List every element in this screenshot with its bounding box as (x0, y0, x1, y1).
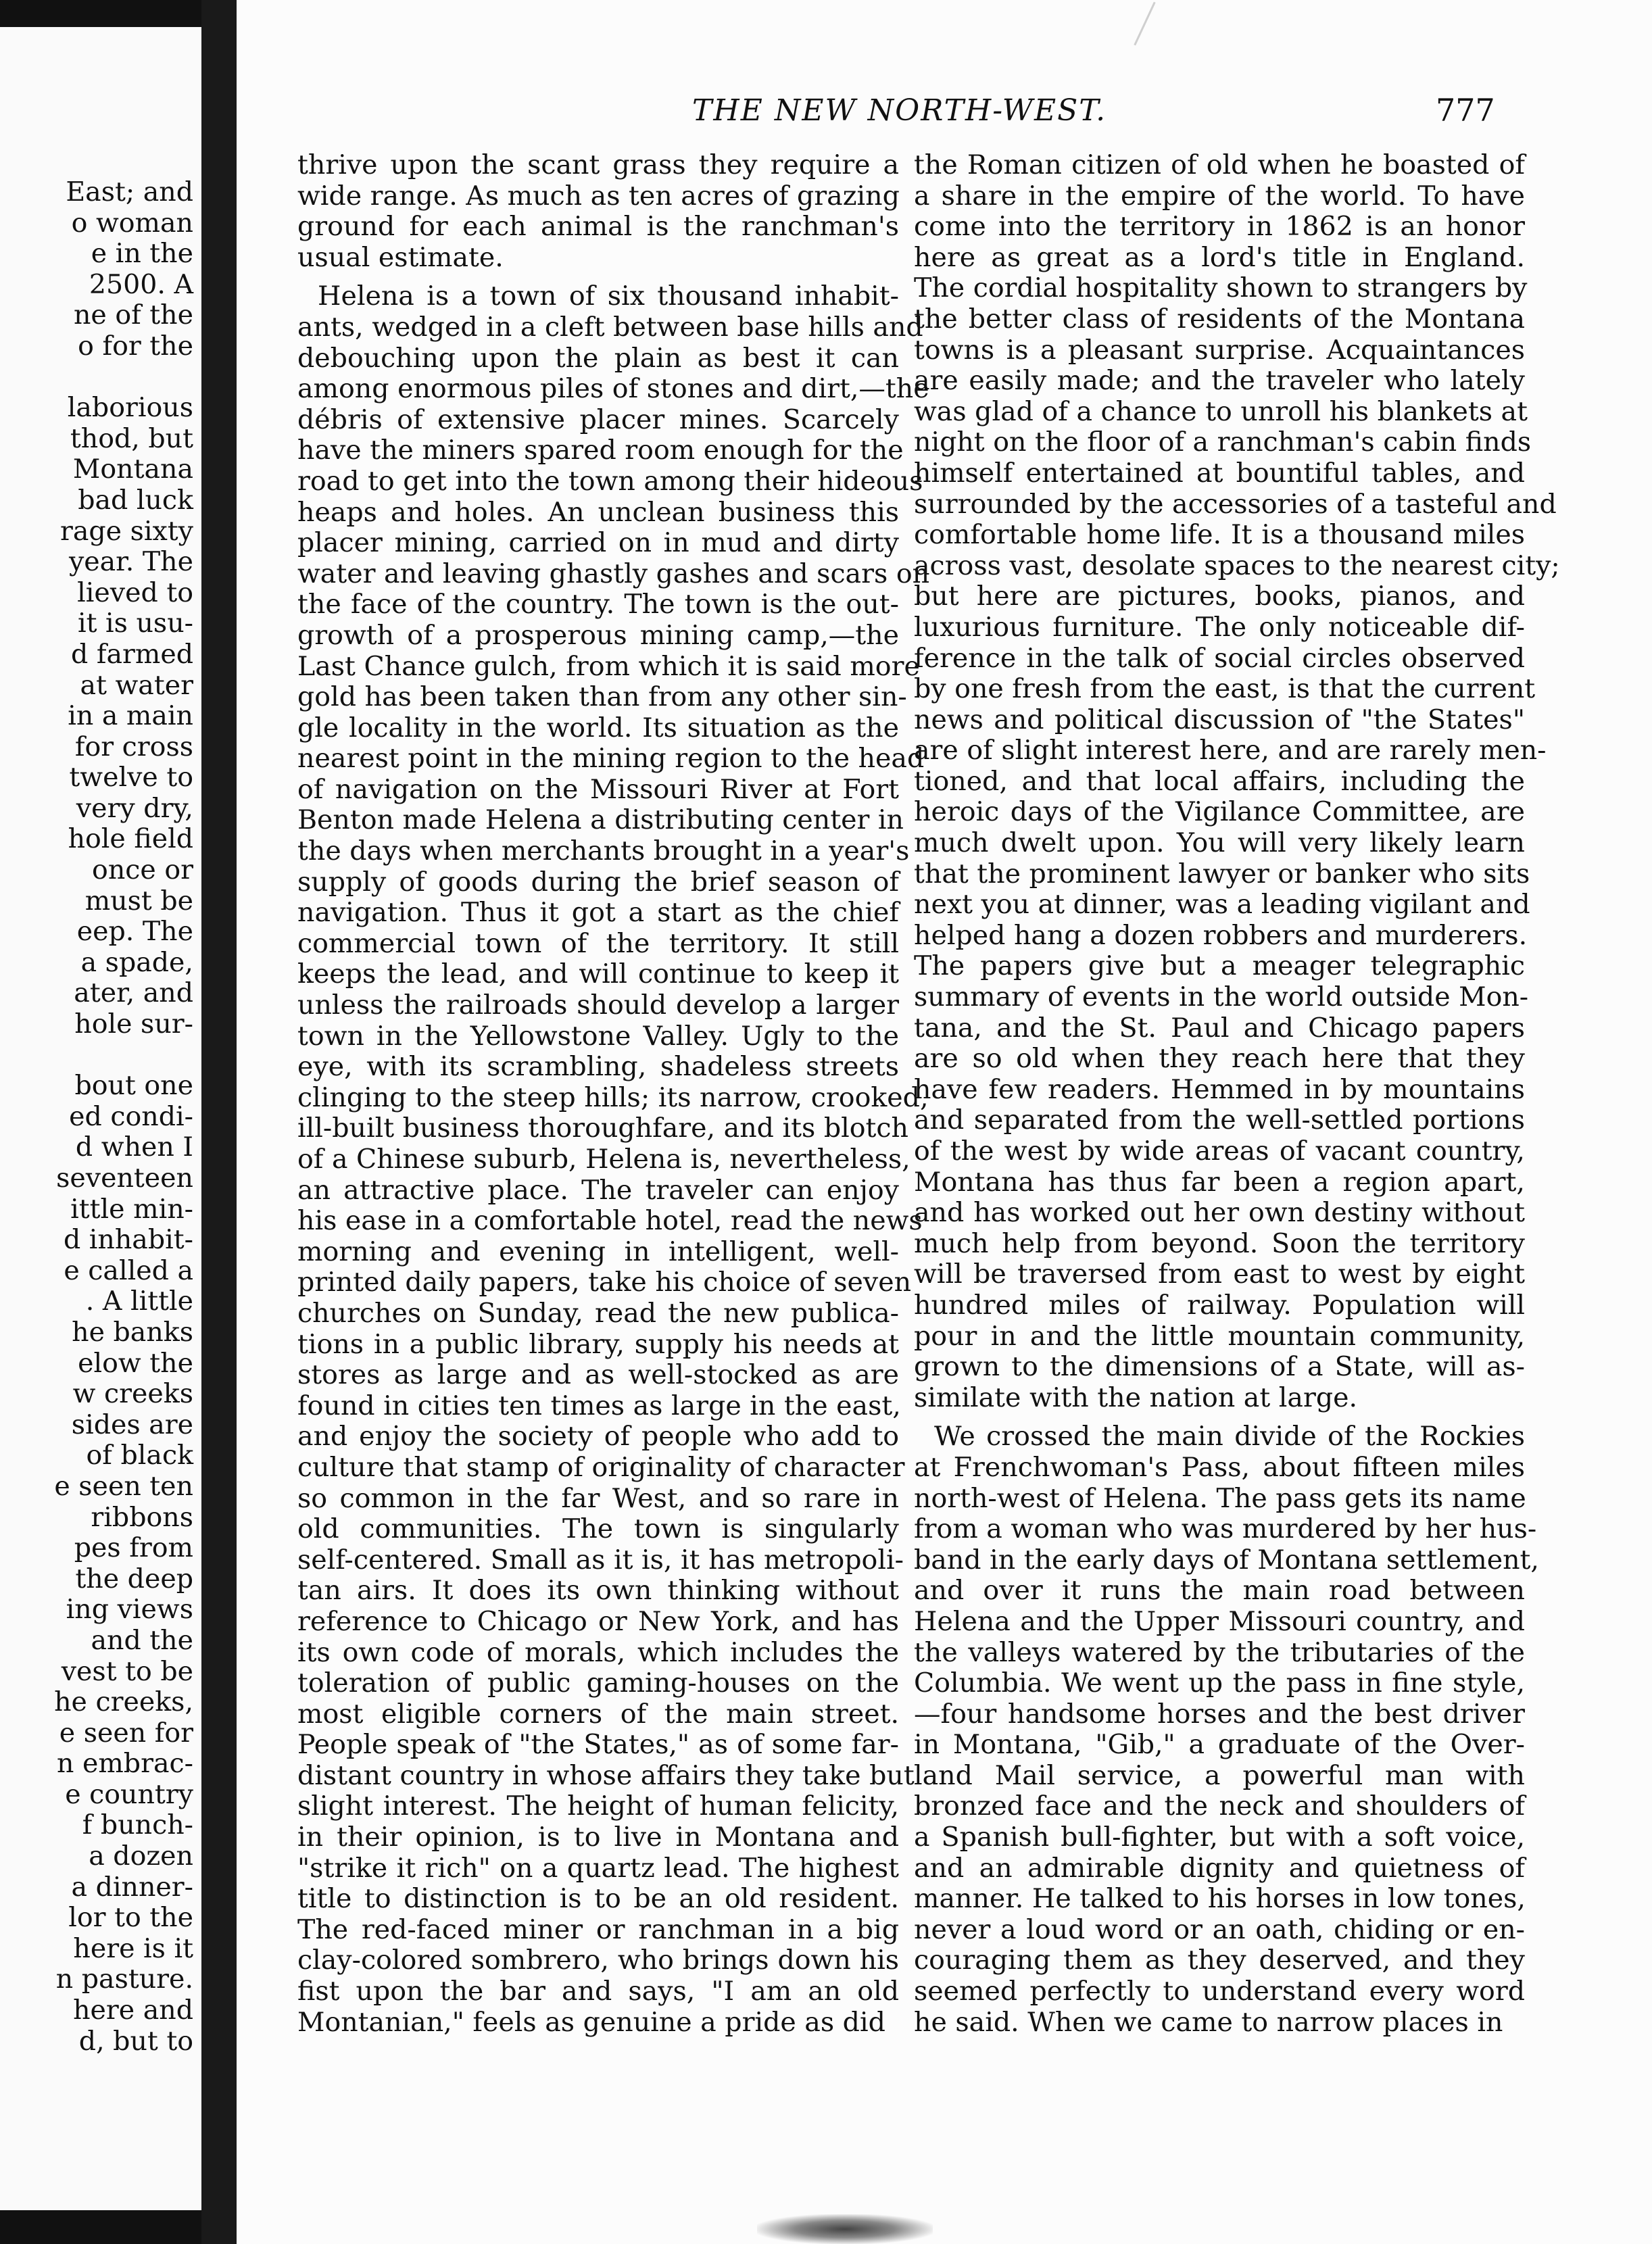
left-page-edge (0, 27, 201, 2210)
left-page-fragment: the deep (75, 1563, 193, 1594)
text-line: most eligible corners of the main street. (297, 1698, 899, 1730)
text-line: ference in the talk of social circles observed (914, 642, 1525, 674)
left-page-text-fragments (0, 177, 201, 2057)
left-page-fragment: e called a (64, 1254, 193, 1286)
text-line: that the prominent lawyer or banker who sits (914, 858, 1530, 889)
text-line: gle locality in the world. Its situation as the (297, 712, 899, 743)
text-line: wide range. As much as ten acres of grazing (297, 180, 900, 212)
text-line: are of slight interest here, and are rarely men- (914, 735, 1547, 766)
left-page-fragment: here and (73, 1995, 193, 2026)
text-line: night on the floor of a ranchman's cabin finds (914, 426, 1532, 458)
text-line: news and political discussion of "the States" (914, 704, 1525, 735)
text-line: thrive upon the scant grass they require a (297, 149, 899, 180)
text-line: "strike it rich" on a quartz lead. The highest (297, 1852, 899, 1884)
text-line: he said. When we came to narrow places in (914, 2006, 1503, 2038)
text-line: slight interest. The height of human felicity, (297, 1790, 899, 1822)
text-line: are so old when they reach here that they (914, 1043, 1525, 1075)
left-page-fragment: e in the (91, 238, 193, 270)
left-page-fragment: w creeks (72, 1378, 193, 1410)
text-line: fist upon the bar and says, "I am an old (297, 1976, 899, 2007)
left-page-fragment: he banks (72, 1316, 193, 1348)
text-line: manner. He talked to his horses in low tones, (914, 1883, 1526, 1915)
left-page-fragment (0, 1040, 201, 1071)
text-line: of navigation on the Missouri River at Fort (297, 773, 899, 805)
left-page-fragment: sides are (71, 1409, 193, 1440)
text-line: eye, with its scrambling, shadeless streets (297, 1051, 899, 1083)
left-page-fragment: n pasture. (55, 1964, 193, 1995)
text-line: comfortable home life. It is a thousand miles (914, 519, 1525, 551)
book-gutter (201, 0, 237, 2244)
text-line: his ease in a comfortable hotel, read the news (297, 1205, 923, 1237)
text-line: have few readers. Hemmed in by mountains (914, 1073, 1525, 1105)
left-page-fragment: ing views (66, 1594, 193, 1626)
text-line: among enormous piles of stones and dirt,—the (297, 373, 929, 405)
text-line: north-west of Helena. The pass gets its name (914, 1482, 1526, 1514)
left-page-fragment: here is it (73, 1932, 193, 1964)
text-line: next you at dinner, was a leading vigilant and (914, 889, 1530, 921)
left-page-fragment: d when I (75, 1131, 193, 1163)
text-line: stores as large and as well-stocked as are (297, 1359, 899, 1391)
text-line: band in the early days of Montana settlement, (914, 1544, 1539, 1576)
text-line: We crossed the main divide of the Rockies (934, 1421, 1525, 1453)
text-line: tioned, and that local affairs, including the (914, 765, 1525, 797)
text-line: supply of goods during the brief season of (297, 866, 899, 898)
left-page-fragment: in a main (68, 700, 193, 732)
text-line: water and leaving ghastly gashes and scars on (297, 558, 930, 589)
page-number: 777 (1436, 92, 1495, 128)
text-line: Columbia. We went up the pass in fine style, (914, 1667, 1525, 1699)
text-line: ill-built business thoroughfare, and its blotch (297, 1113, 908, 1144)
text-line: toleration of public gaming-houses on the (297, 1667, 899, 1699)
text-line: was glad of a chance to unroll his blankets at (914, 395, 1528, 427)
left-page-fragment: o woman (71, 207, 193, 239)
text-line: town in the Yellowstone Valley. Ugly to the (297, 1020, 899, 1052)
text-line: tan airs. It does its own thinking without (297, 1575, 899, 1607)
text-line: gold has been taken than from any other sin- (297, 681, 907, 713)
text-line: Montanian," feels as genuine a pride as did (297, 2006, 885, 2038)
text-line: and an admirable dignity and quietness of (914, 1852, 1525, 1884)
text-line: the better class of residents of the Montana (914, 303, 1525, 335)
left-page-fragment: o for the (78, 330, 193, 362)
text-line: hundred miles of railway. Population will (914, 1289, 1525, 1321)
left-page-fragment: Montana (72, 454, 193, 485)
left-page-fragment (0, 362, 201, 393)
text-line: ants, wedged in a cleft between base hills and (297, 311, 923, 343)
text-line: pour in and the little mountain community, (914, 1320, 1525, 1352)
text-line: much dwelt upon. You will very likely learn (914, 827, 1525, 859)
left-page-fragment: a dozen (89, 1840, 193, 1872)
running-head: THE NEW NORTH-WEST. (692, 93, 1107, 128)
left-page-fragment: n embrac- (56, 1748, 193, 1780)
text-line: found in cities ten times as large in the east, (297, 1390, 901, 1421)
left-page-fragment: a spade, (80, 946, 193, 978)
left-page-fragment: hole sur- (74, 1008, 193, 1040)
text-line: clay-colored sombrero, who brings down his (297, 1945, 899, 1976)
text-line: at Frenchwoman's Pass, about fifteen miles (914, 1451, 1525, 1483)
left-page-fragment: and the (91, 1624, 193, 1656)
text-line: Helena is a town of six thousand inhabit- (318, 280, 899, 312)
text-line: reference to Chicago or New York, and has (297, 1605, 899, 1637)
left-page-fragment: lor to the (68, 1902, 193, 1934)
left-page-fragment: pes from (74, 1532, 193, 1564)
text-line: himself entertained at bountiful tables, and (914, 457, 1525, 489)
text-line: have the miners spared room enough for the (297, 435, 904, 466)
left-page-fragment: lieved to (77, 577, 193, 608)
text-line: —four handsome horses and the best driver (914, 1698, 1525, 1730)
text-line: grown to the dimensions of a State, will as- (914, 1351, 1525, 1383)
left-page-fragment: it is usu- (77, 608, 193, 639)
text-line: couraging them as they deserved, and they (914, 1945, 1525, 1976)
text-line: nearest point in the mining region to the head (297, 743, 925, 775)
text-line: The papers give but a meager telegraphic (914, 950, 1525, 982)
left-page-fragment: East; and (66, 176, 193, 208)
text-column-left (297, 149, 930, 2038)
text-line: never a loud word or an oath, chiding or en- (914, 1913, 1525, 1945)
left-page-fragment: e seen ten (54, 1470, 193, 1502)
text-line: come into the territory in 1862 is an honor (914, 211, 1525, 243)
text-line: churches on Sunday, read the new publica- (297, 1297, 899, 1329)
text-line: ground for each animal is the ranchman's (297, 211, 899, 243)
text-line: are easily made; and the traveler who lately (914, 365, 1525, 397)
text-line: usual estimate. (297, 241, 504, 273)
left-page-fragment: elow the (78, 1347, 193, 1379)
text-line: Benton made Helena a distributing center in (297, 804, 904, 836)
text-line: across vast, desolate spaces to the nearest city; (914, 550, 1560, 581)
left-page-fragment: very dry, (76, 792, 193, 824)
left-page-fragment: bad luck (78, 484, 193, 516)
text-line: similate with the nation at large. (914, 1382, 1358, 1413)
text-line: self-centered. Small as it is, it has metropoli- (297, 1544, 904, 1576)
left-page-fragment: for cross (74, 731, 193, 762)
text-line: and has worked out her own destiny without (914, 1197, 1525, 1229)
text-line: tions in a public library, supply his needs at (297, 1328, 899, 1360)
text-line: distant country in whose affairs they take but (297, 1759, 915, 1791)
left-page-fragment: ne of the (73, 299, 193, 331)
left-page-fragment: thod, but (70, 422, 193, 454)
text-column-right (914, 149, 1560, 2038)
text-line: People speak of "the States," as of some far- (297, 1729, 899, 1761)
left-page-fragment: ittle min- (70, 1193, 193, 1225)
text-line: growth of a prosperous mining camp,—the (297, 619, 899, 651)
text-line: The cordial hospitality shown to strangers by (914, 272, 1528, 304)
text-line: luxurious furniture. The only noticeable dif- (914, 611, 1525, 643)
left-page-fragment: eep. The (76, 916, 193, 948)
text-line: from a woman who was murdered by her hus- (914, 1513, 1537, 1545)
text-line: culture that stamp of originality of character (297, 1451, 905, 1483)
left-page-fragment: a dinner- (71, 1871, 193, 1903)
left-page-fragment: f bunch- (82, 1809, 193, 1841)
text-line: of the west by wide areas of vacant country, (914, 1136, 1525, 1167)
left-page-fragment: twelve to (69, 762, 193, 794)
text-line: the face of the country. The town is the out- (297, 589, 899, 620)
text-line: here as great as a lord's title in England. (914, 241, 1525, 273)
text-line: débris of extensive placer mines. Scarcely (297, 404, 899, 435)
text-line: a Spanish bull-fighter, but with a soft voice, (914, 1822, 1525, 1853)
text-line: printed daily papers, take his choice of seven (297, 1267, 912, 1298)
text-line: heroic days of the Vigilance Committee, are (914, 796, 1525, 828)
text-line: tana, and the St. Paul and Chicago papers (914, 1012, 1525, 1044)
left-page-fragment: d farmed (70, 638, 193, 670)
left-page-fragment: hole field (68, 823, 193, 855)
text-line: and enjoy the society of people who add to (297, 1421, 899, 1453)
text-line: Last Chance gulch, from which it is said more (297, 650, 920, 682)
text-line: helped hang a dozen robbers and murderers. (914, 919, 1528, 951)
left-page-fragment: bout one (74, 1070, 193, 1102)
text-line: and over it runs the main road between (914, 1575, 1525, 1607)
text-line: the valleys watered by the tributaries of the (914, 1636, 1525, 1668)
scan-smudge (757, 2214, 933, 2244)
text-line: Helena and the Upper Missouri country, and (914, 1605, 1525, 1637)
text-line: heaps and holes. An unclean business this (297, 496, 899, 528)
text-line: of a Chinese suburb, Helena is, nevertheless, (297, 1144, 910, 1175)
text-line: surrounded by the accessories of a tasteful and (914, 488, 1557, 520)
text-line: an attractive place. The traveler can enjoy (297, 1174, 899, 1206)
text-line: its own code of morals, which includes the (297, 1636, 899, 1668)
text-line: summary of events in the world outside Mon- (914, 981, 1529, 1013)
left-page-fragment: ed condi- (69, 1100, 193, 1132)
left-page-fragment: of black (86, 1440, 193, 1471)
text-line: in their opinion, is to live in Montana and (297, 1822, 899, 1853)
text-line: commercial town of the territory. It still (297, 927, 899, 959)
text-line: clinging to the steep hills; its narrow, crooked, (297, 1081, 929, 1113)
left-page-fragment: seventeen (56, 1163, 193, 1194)
left-page-fragment: 2500. A (89, 268, 193, 300)
text-line: road to get into the town among their hideous (297, 465, 923, 497)
left-page-fragment: rage sixty (59, 515, 193, 547)
text-line: so common in the far West, and so rare in (297, 1482, 899, 1514)
text-line: the Roman citizen of old when he boasted of (914, 149, 1525, 180)
left-page-fragment: ater, and (74, 977, 193, 1009)
left-page-fragment: he creeks, (54, 1686, 193, 1718)
left-page-fragment: year. The (68, 546, 193, 578)
left-page-fragment: once or (92, 854, 193, 886)
text-line: towns is a pleasant surprise. Acquaintances (914, 334, 1525, 366)
left-page-fragment: e country (65, 1778, 193, 1810)
text-line: in Montana, "Gib," a graduate of the Over- (914, 1729, 1525, 1761)
text-line: placer mining, carried on in mud and dirty (297, 527, 899, 559)
left-page-fragment: d, but to (78, 2025, 193, 2057)
left-page-fragment: at water (80, 669, 193, 701)
text-line: seemed perfectly to understand every word (914, 1976, 1525, 2007)
left-page-fragment: ribbons (91, 1501, 193, 1533)
text-line: the days when merchants brought in a year's (297, 835, 910, 867)
text-line: by one fresh from the east, is that the current (914, 673, 1536, 705)
left-page-fragment: e seen for (59, 1717, 193, 1749)
text-line: Montana has thus far been a region apart, (914, 1166, 1525, 1198)
text-line: keeps the lead, and will continue to keep it (297, 958, 899, 990)
text-line: unless the railroads should develop a larger (297, 990, 899, 1021)
left-page-fragment: laborious (67, 392, 193, 424)
left-page-fragment: vest to be (61, 1655, 193, 1687)
text-line: navigation. Thus it got a start as the chief (297, 897, 899, 929)
text-line: but here are pictures, books, pianos, and (914, 581, 1525, 612)
text-line: title to distinction is to be an old resident. (297, 1883, 899, 1915)
text-line: debouching upon the plain as best it can (297, 342, 899, 374)
text-line: old communities. The town is singularly (297, 1513, 899, 1545)
text-line: much help from beyond. Soon the territory (914, 1227, 1525, 1259)
text-line: and separated from the well-settled portions (914, 1104, 1525, 1136)
text-line: will be traversed from east to west by eight (914, 1259, 1525, 1290)
text-line: bronzed face and the neck and shoulders of (914, 1790, 1525, 1822)
left-page-fragment: must be (84, 885, 193, 917)
left-page-fragment: . A little (85, 1286, 193, 1317)
text-line: morning and evening in intelligent, well- (297, 1236, 899, 1267)
left-page-fragment: d inhabit- (63, 1224, 193, 1256)
text-line: The red-faced miner or ranchman in a big (297, 1913, 899, 1945)
text-line: a share in the empire of the world. To have (914, 180, 1525, 212)
text-line: land Mail service, a powerful man with (914, 1759, 1525, 1791)
